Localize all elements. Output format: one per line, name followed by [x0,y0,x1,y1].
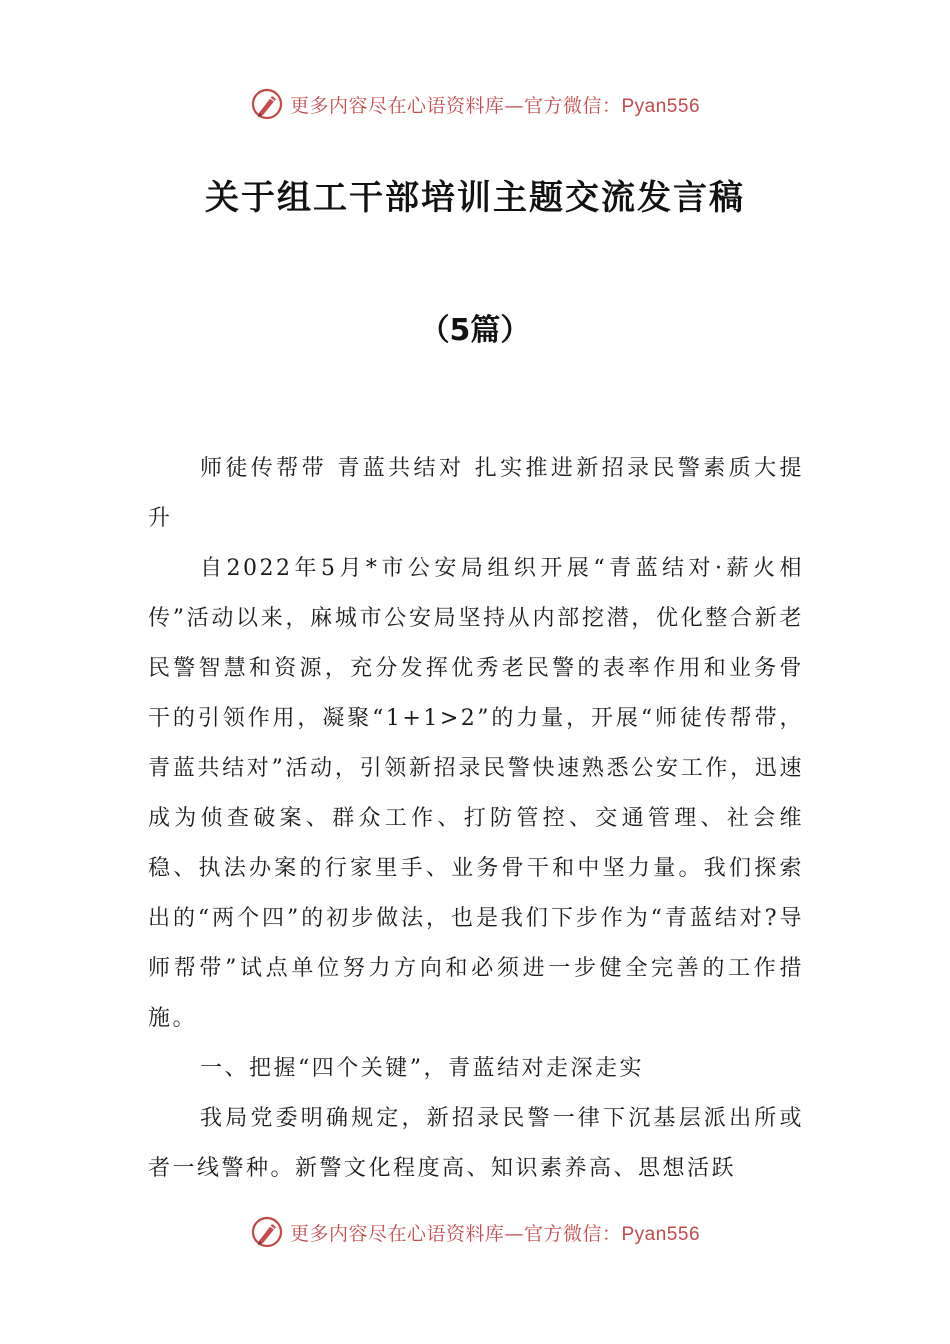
wechat-id: Pyan556 [621,95,701,117]
wechat-id: Pyan556 [621,1223,701,1245]
footer-watermark [0,1212,950,1252]
paragraph-heading: 师徒传帮带 青蓝共结对 扎实推进新招录民警素质大提升 [148,456,804,531]
paragraph-section-1: 我局党委明确规定，新招录民警一律下沉基层派出所或者一线警种。新警文化程度高、知识素养高、思想活跃 [148,1106,804,1181]
pen-logo-icon [250,1215,284,1249]
section-heading-1: 一、把握“四个关键”，青蓝结对走深走实 [200,1056,644,1081]
header-watermark [0,84,950,124]
document-subtitle: （5篇） [419,313,531,348]
document-body [148,444,804,1194]
watermark-text: 更多内容尽在心语资料库—官方微信：Pyan556 [289,1222,701,1245]
document-title: 关于组工干部培训主题交流发言稿 [205,178,745,218]
watermark-text: 更多内容尽在心语资料库—官方微信：Pyan556 [289,94,701,117]
pen-logo-icon [250,87,284,121]
paragraph-intro: 自2022年5月*市公安局组织开展“青蓝结对·薪火相传”活动以来，麻城市公安局坚持从内部挖潜，优化整合新老民警智慧和资源，充分发挥优秀老民警的表率作用和业务骨干的引领作用，凝聚“1+1>2”的力量，开展“师徒传帮带，青蓝共结对”活动，引领新招录民警快速熟悉公安工作，迅速成为侦查破案、群众工作、打防管控、交通管理、社会维稳、执法办案的行家里手、业务骨干和中坚力量。我们探索出的“两个四”的初步做法，也是我们下步作为“青蓝结对?导师帮带”试点单位努力方向和必须进一步健全完善的工作措施。 [148,556,804,1031]
